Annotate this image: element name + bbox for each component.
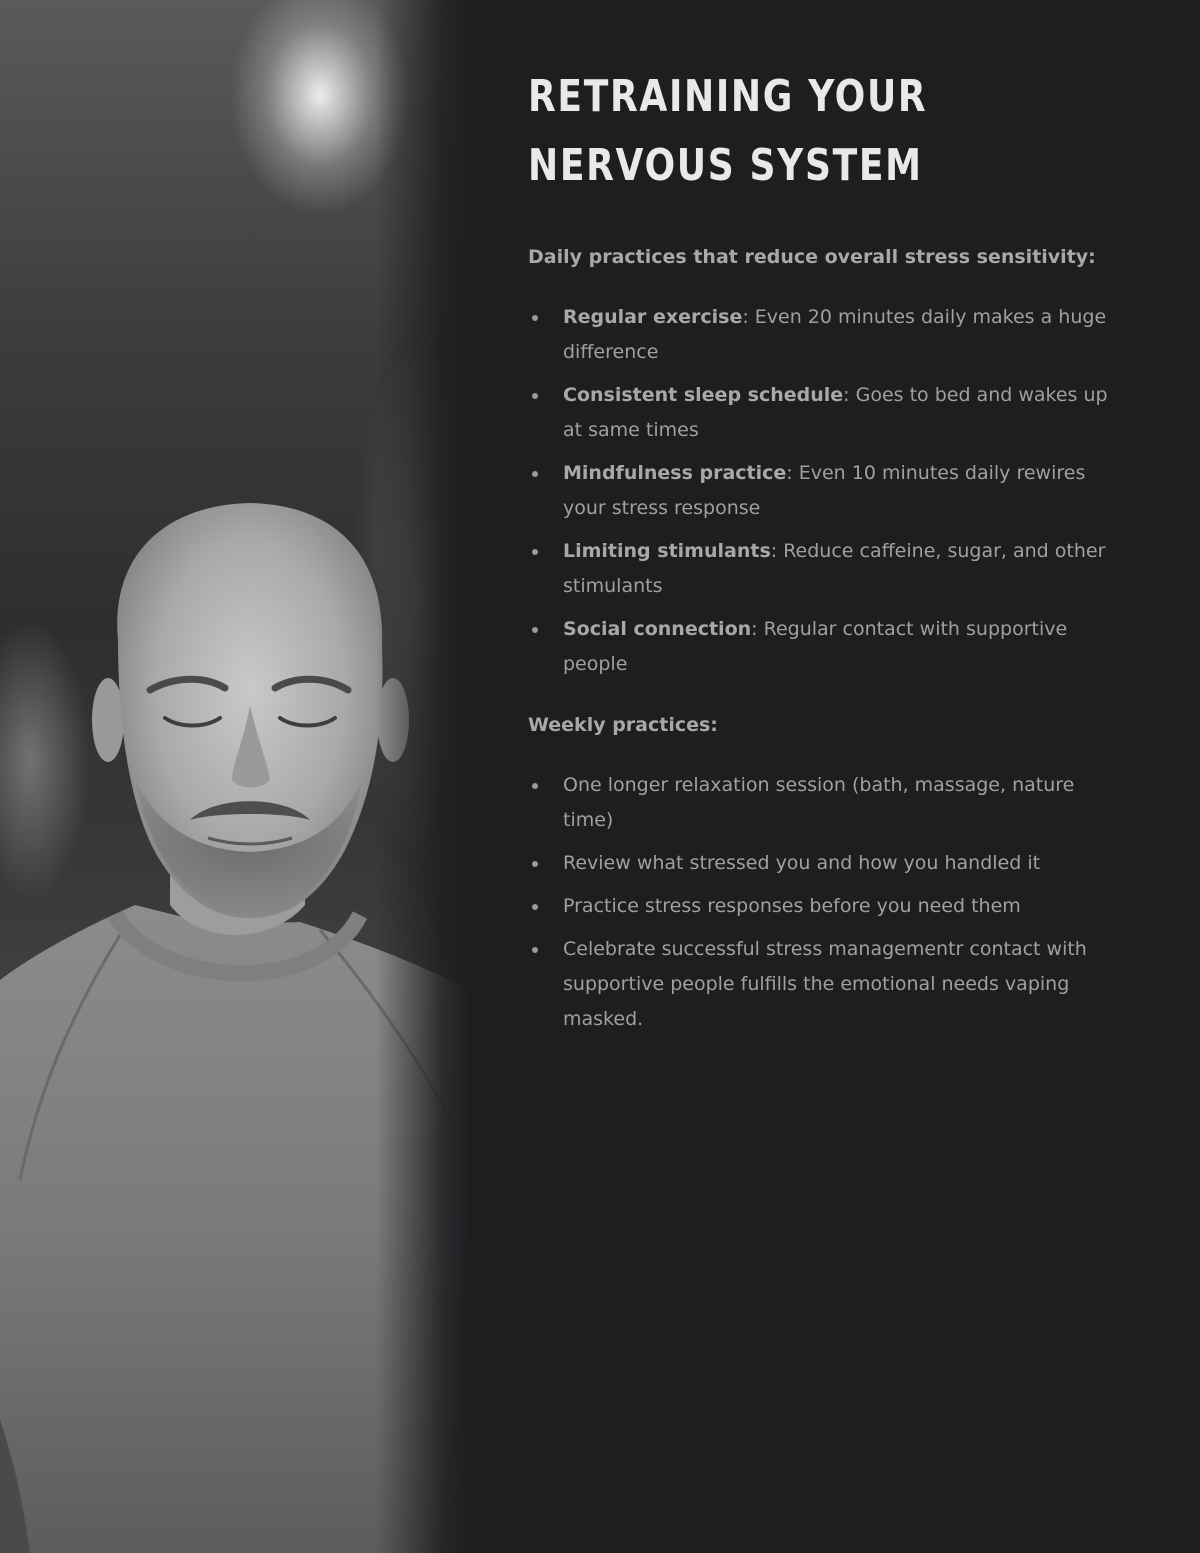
daily-practices-heading: Daily practices that reduce overall stress sensitivity: (528, 246, 1096, 268)
bullet-icon (532, 861, 538, 867)
photo-edge-fade (0, 0, 470, 1553)
item-text: : Even 20 minutes daily makes a huge difference (563, 306, 1107, 363)
bullet-icon (532, 947, 538, 953)
bullet-icon (532, 471, 538, 477)
item-text: Practice stress responses before you need them (563, 895, 1021, 917)
item-term: Social connection (563, 618, 752, 640)
list-item (528, 534, 1128, 604)
bullet-icon (532, 549, 538, 555)
item-text: : Regular contact with supportive people (563, 618, 1068, 675)
bullet-icon (532, 627, 538, 633)
item-text: Celebrate successful stress managementr contact with supportive people fulfills the emotional needs vaping masked. (563, 938, 1087, 1030)
item-text: : Reduce caffeine, sugar, and other stimulants (563, 540, 1106, 597)
item-text: : Goes to bed and wakes up at same times (563, 384, 1108, 441)
item-term: Consistent sleep schedule (563, 384, 844, 406)
list-item (528, 846, 1128, 881)
bullet-icon (532, 783, 538, 789)
item-term: Mindfulness practice (563, 462, 787, 484)
page-title: RETRAINING YOUR NERVOUS SYSTEM (528, 71, 928, 191)
bullet-icon (532, 315, 538, 321)
item-text: : Even 10 minutes daily rewires your stress response (563, 462, 1086, 519)
list-item (528, 932, 1128, 1037)
list-item (528, 768, 1128, 838)
daily-practices-list (528, 300, 1128, 682)
item-term: Limiting stimulants (563, 540, 771, 562)
item-text: One longer relaxation session (bath, massage, nature time) (563, 774, 1075, 831)
list-item (528, 889, 1128, 924)
content-column (528, 62, 1128, 1067)
bullet-icon (532, 904, 538, 910)
portrait-photo (0, 0, 470, 1553)
list-item (528, 612, 1128, 682)
list-item (528, 300, 1128, 370)
weekly-practices-list (528, 768, 1128, 1037)
list-item (528, 456, 1128, 526)
list-item (528, 378, 1128, 448)
bullet-icon (532, 393, 538, 399)
item-text: Review what stressed you and how you handled it (563, 852, 1041, 874)
weekly-practices-heading: Weekly practices: (528, 714, 718, 736)
item-term: Regular exercise (563, 306, 743, 328)
